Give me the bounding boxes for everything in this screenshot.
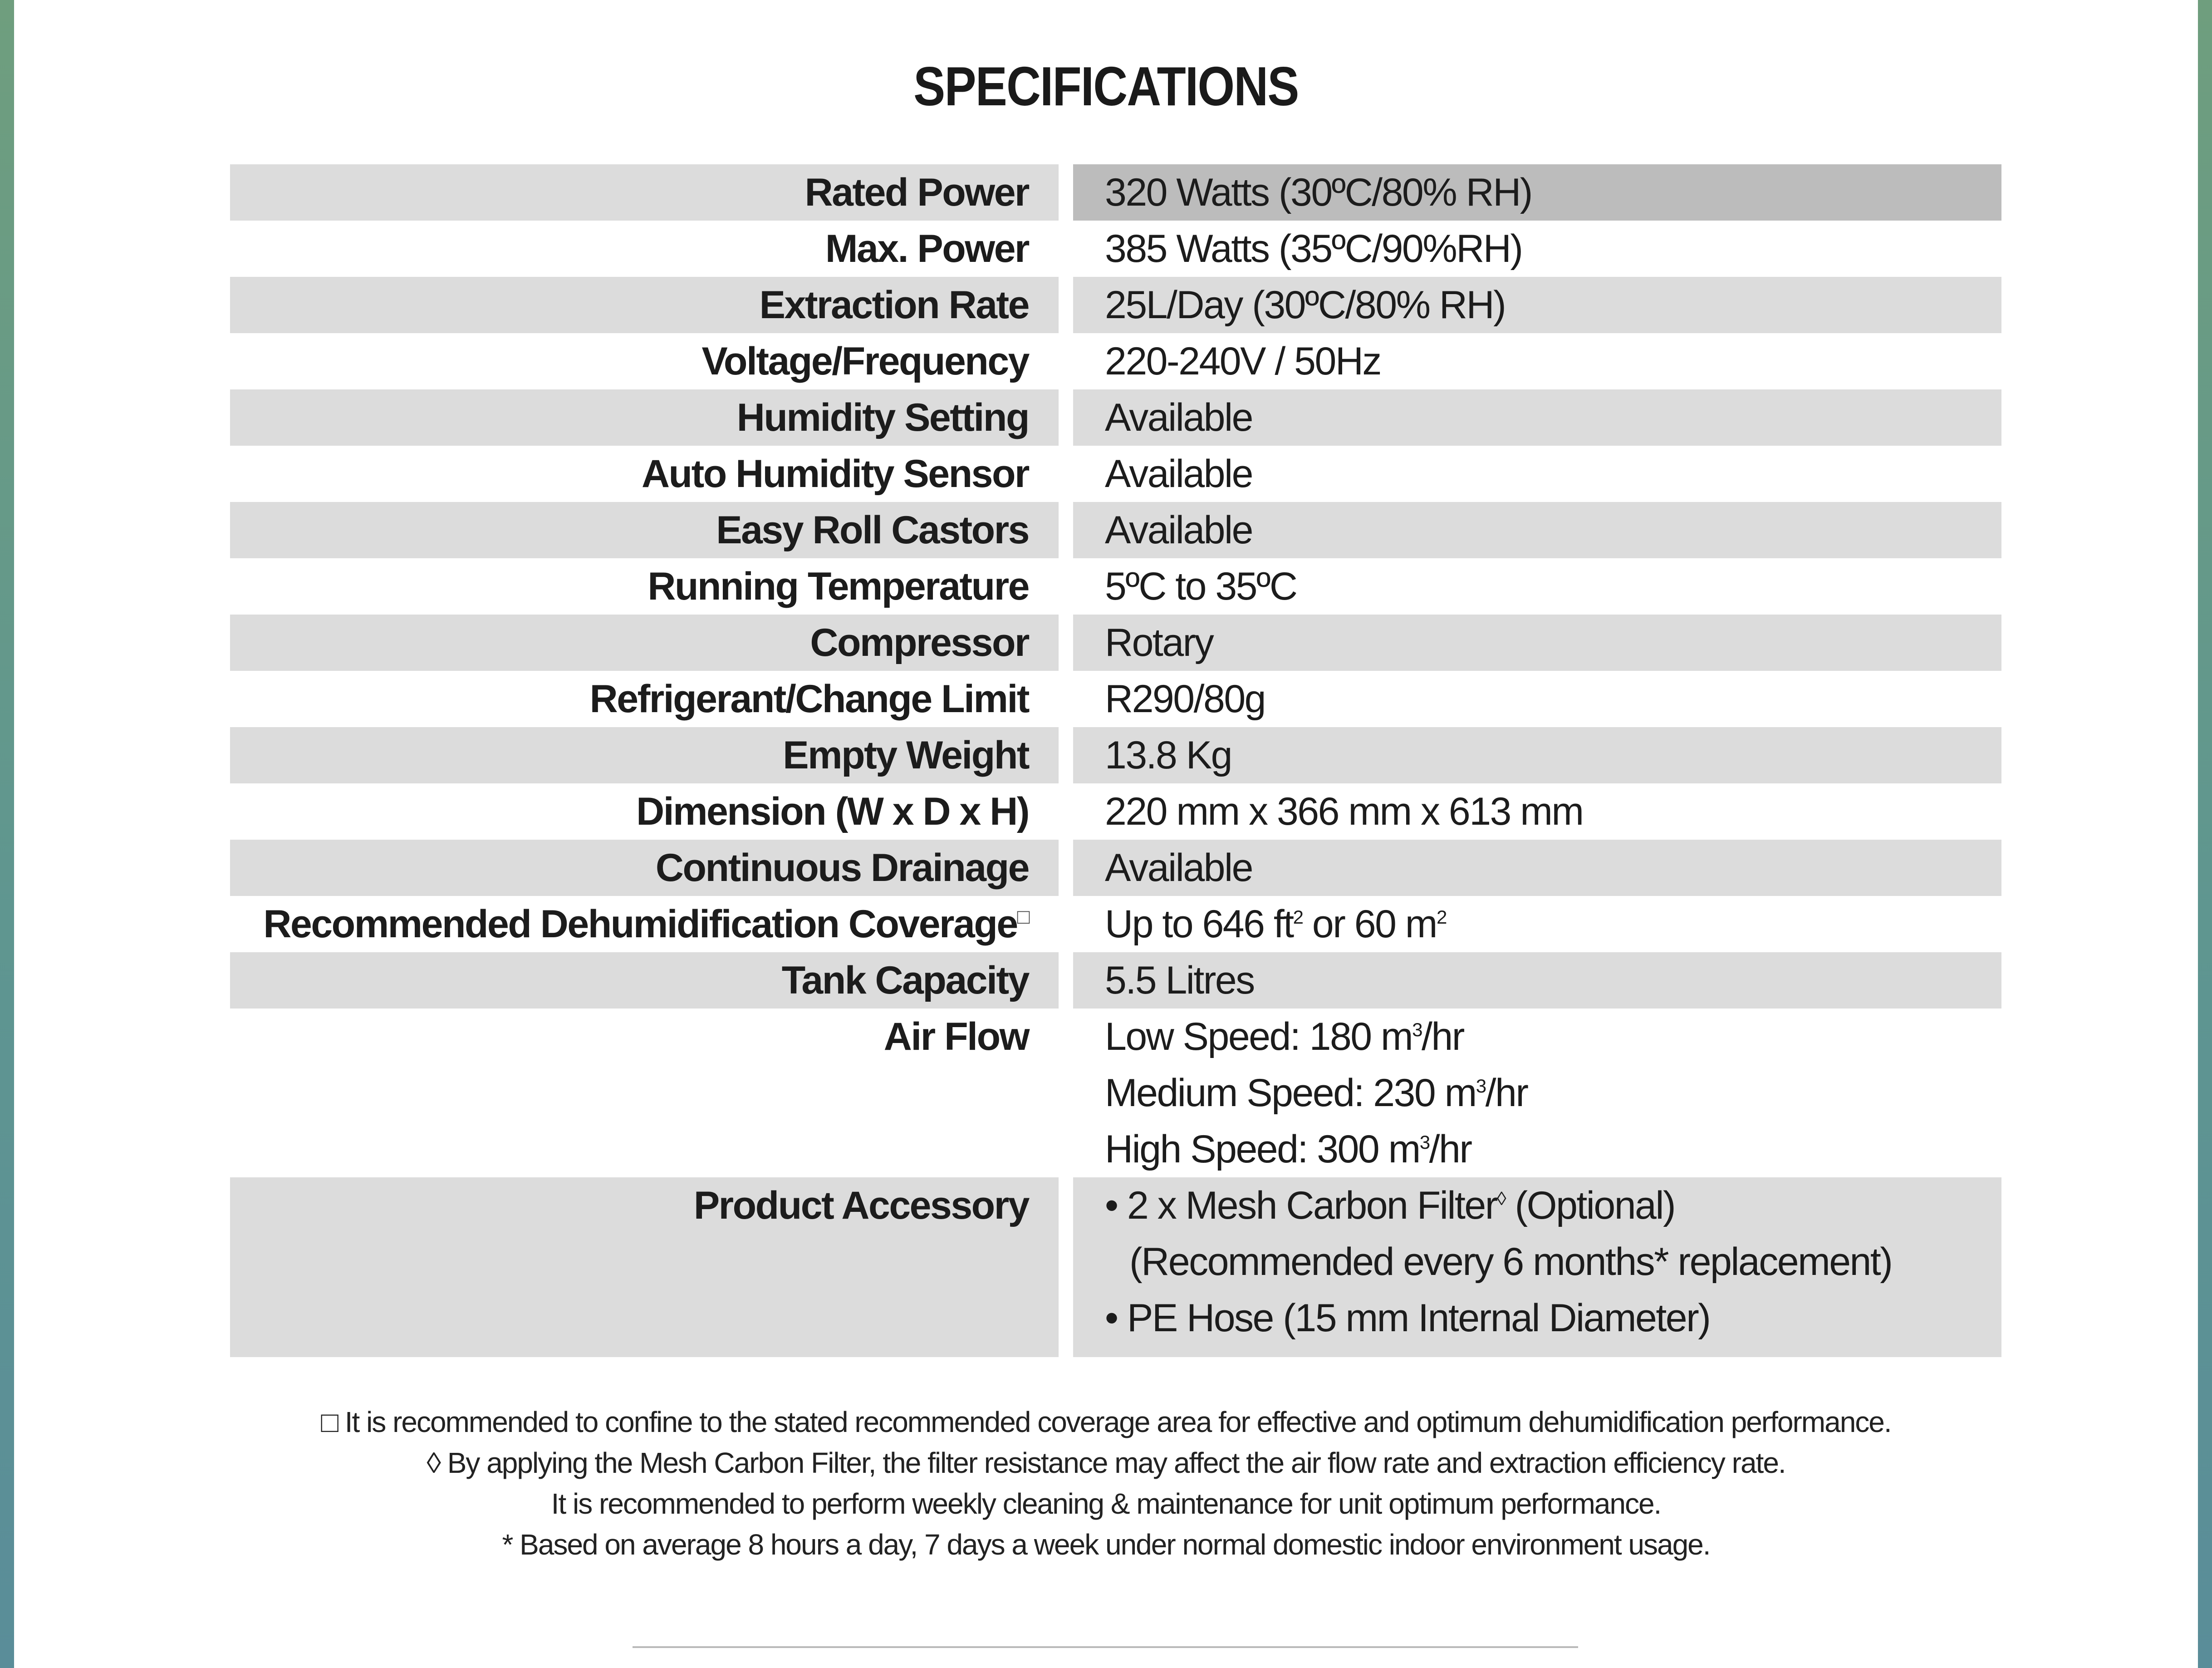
spec-label: Humidity Setting — [736, 396, 1029, 439]
footnote-coverage: □ It is recommended to confine to the stated recommended coverage area for effective and optimum dehumidification performance. — [321, 1406, 1891, 1438]
coverage-text: Up to 646 ft — [1105, 902, 1293, 946]
spec-sheet-page — [14, 0, 2198, 1668]
specifications-table — [230, 164, 2001, 1357]
spec-row-air-flow — [230, 1009, 2001, 1177]
spec-row-tank-capacity — [230, 952, 2001, 1009]
spec-value: 25L/Day (30ºC/80% RH) — [1105, 283, 1506, 327]
spec-value: 13.8 Kg — [1105, 733, 1231, 777]
spec-value: 320 Watts (30ºC/80% RH) — [1105, 171, 1532, 214]
spec-value: Available — [1105, 508, 1252, 552]
spec-label: Compressor — [810, 621, 1029, 664]
spec-label: Extraction Rate — [759, 283, 1029, 327]
spec-label: Voltage/Frequency — [701, 340, 1029, 383]
spec-label: Continuous Drainage — [655, 846, 1029, 890]
superscript: 2 — [1436, 906, 1446, 928]
accessory-values — [1105, 1177, 1892, 1346]
spec-value: 385 Watts (35ºC/90%RH) — [1105, 227, 1522, 271]
air-flow-high: High Speed: 300 $m^3/hr$ — [1105, 1127, 1471, 1171]
spec-label: Dimension (W x D x H) — [636, 790, 1029, 833]
spec-row-rated-power — [230, 164, 2001, 221]
spec-value: Available — [1105, 846, 1252, 890]
spec-row-easy-roll-castors — [230, 502, 2001, 558]
air-flow-medium: Medium Speed: 230 $m^3/hr$ — [1105, 1071, 1528, 1115]
spec-value: Rotary — [1105, 621, 1213, 664]
spec-row-dimension — [230, 783, 2001, 840]
spec-row-humidity-setting — [230, 389, 2001, 446]
spec-row-refrigerant — [230, 671, 2001, 727]
spec-label: Running Temperature — [647, 565, 1029, 608]
air-flow-values — [1105, 1009, 1527, 1177]
spec-label: Empty Weight — [783, 733, 1029, 777]
spec-label: Product Accessory — [693, 1184, 1029, 1227]
footnotes — [14, 1402, 2198, 1565]
spec-label: Rated Power — [804, 171, 1029, 214]
bottom-divider — [633, 1646, 1578, 1648]
air-flow-low: Low Speed: 180 $m^3/hr$ — [1105, 1015, 1464, 1058]
coverage-text-metric: or 60 m — [1302, 902, 1437, 946]
accessory-replacement-note: (Recommended every 6 months* replacement) — [1129, 1240, 1892, 1284]
spec-value: 5.5 Litres — [1105, 959, 1254, 1002]
superscript: 2 — [1293, 906, 1303, 928]
spec-row-extraction-rate — [230, 277, 2001, 333]
spec-value: 5ºC to 35ºC — [1105, 565, 1297, 608]
spec-label: Auto Humidity Sensor — [641, 452, 1029, 496]
spec-row-auto-humidity-sensor — [230, 446, 2001, 502]
accessory-pe-hose: • PE Hose (15 mm Internal Diameter) — [1105, 1296, 1710, 1340]
footnote-usage-basis: * Based on average 8 hours a day, 7 days a week under normal domestic indoor environment usage. — [502, 1528, 1710, 1561]
spec-row-product-accessory — [230, 1177, 2001, 1357]
spec-row-empty-weight — [230, 727, 2001, 783]
page-title: SPECIFICATIONS — [913, 55, 1299, 117]
accessory-carbon-filter: • 2 x Mesh Carbon Filter◊ (Optional) — [1105, 1184, 1675, 1227]
spec-row-compressor — [230, 615, 2001, 671]
spec-value: Available — [1105, 396, 1252, 439]
spec-label: Tank Capacity — [781, 959, 1029, 1002]
spec-row-voltage-frequency — [230, 333, 2001, 389]
spec-value: 220 mm x 366 mm x 613 mm — [1105, 790, 1583, 833]
spec-label: Refrigerant/Change Limit — [589, 677, 1029, 721]
spec-label: Recommended Dehumidification Coverage — [263, 902, 1017, 946]
spec-label: Easy Roll Castors — [716, 508, 1029, 552]
footnote-maintenance: It is recommended to perform weekly cleaning & maintenance for unit optimum performance. — [551, 1487, 1661, 1520]
spec-row-max-power — [230, 221, 2001, 277]
spec-value: 220-240V / 50Hz — [1105, 340, 1381, 383]
spec-row-continuous-drainage — [230, 840, 2001, 896]
spec-label: Air Flow — [883, 1015, 1029, 1058]
footnote-box-marker: □ — [1017, 905, 1029, 928]
spec-value: Available — [1105, 452, 1252, 496]
diamond-footnote-marker: ◊ — [1496, 1188, 1506, 1209]
spec-row-dehumidification-coverage — [230, 896, 2001, 952]
spec-value — [1105, 896, 1446, 952]
spec-row-running-temperature — [230, 558, 2001, 615]
spec-label: Max. Power — [825, 227, 1029, 271]
footnote-carbon-filter: ◊ By applying the Mesh Carbon Filter, the filter resistance may affect the air flow rate and extraction efficiency rate. — [427, 1447, 1785, 1479]
spec-value: R290/80g — [1105, 677, 1265, 721]
